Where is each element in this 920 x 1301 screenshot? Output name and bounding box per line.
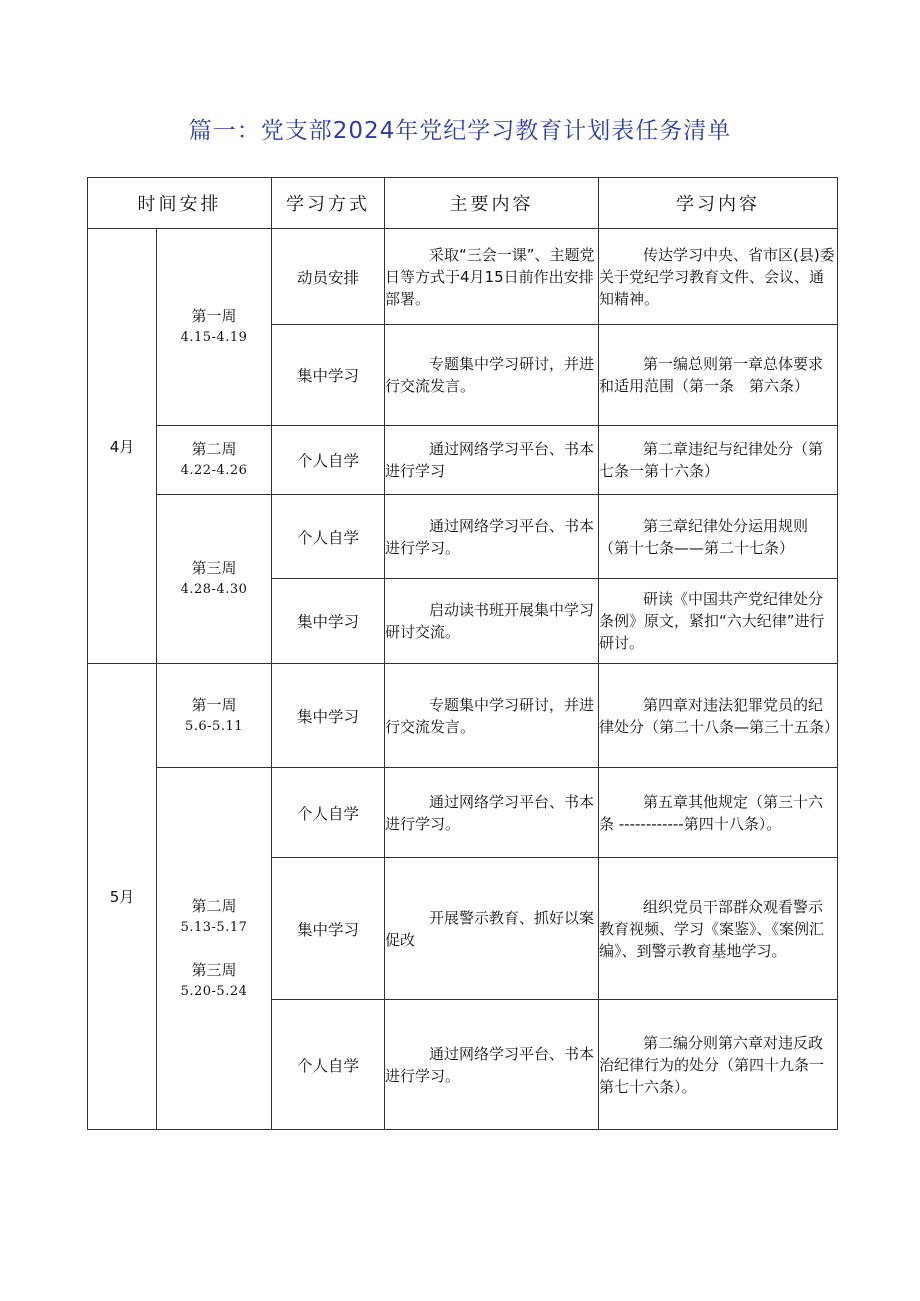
week-may-2-3 (157, 768, 272, 1130)
document-title: 篇一：党支部2024年党纪学习教育计划表任务清单 (188, 118, 732, 144)
week-dates: 4.15-4.19 (180, 330, 248, 345)
table-row (88, 768, 838, 858)
study-content-cell: 第四章对违法犯罪党员的纪律处分（第二十八条—第三十五条） (599, 664, 838, 768)
week-dates: 5.6-5.11 (184, 718, 243, 734)
week-label: 第一周 (191, 695, 237, 714)
main-content-cell: 专题集中学习研讨，并进行交流发言。 (385, 664, 599, 768)
week-apr-3 (157, 495, 272, 664)
table-row (88, 664, 838, 768)
week-dates: 4.28-4.30 (180, 582, 248, 597)
table-row (88, 229, 838, 325)
week-label: 第二周 (191, 440, 237, 458)
month-may: 5月 (88, 664, 157, 1130)
main-content-cell: 启动读书班开展集中学习研讨交流。 (385, 579, 599, 664)
table-row (88, 495, 838, 579)
method-cell: 集中学习 (272, 664, 385, 768)
main-content-cell: 通过网络学习平台、书本进行学习。 (385, 768, 599, 858)
week-label: 第一周 (191, 307, 237, 325)
main-content-cell: 通过网络学习平台、书本进行学习。 (385, 1000, 599, 1130)
main-content-cell: 专题集中学习研讨，并进行交流发言。 (385, 325, 599, 426)
study-content-cell: 第三章纪律处分运用规则（第十七条——第二十七条） (599, 495, 838, 579)
study-content-cell: 第一编总则第一章总体要求和适用范围（第一条 第六条） (599, 325, 838, 426)
study-content-cell: 研读《中国共产党纪律处分条例》原文，紧扣“六大纪律”进行研讨。 (599, 579, 838, 664)
header-main-content: 主要内容 (385, 178, 599, 229)
table-row (88, 426, 838, 495)
week-dates: 5.20-5.24 (180, 983, 248, 999)
method-cell: 动员安排 (272, 229, 385, 325)
week-apr-1 (157, 229, 272, 426)
header-study-content: 学习内容 (599, 178, 838, 229)
week-dates: 5.13-5.17 (180, 919, 248, 935)
main-content-cell: 通过网络学习平台、书本进行学习。 (385, 495, 599, 579)
study-content-cell: 第五章其他规定（第三十六条 ------------第四十八条）。 (599, 768, 838, 858)
method-cell: 集中学习 (272, 858, 385, 1000)
main-content-cell: 通过网络学习平台、书本进行学习 (385, 426, 599, 495)
method-cell: 集中学习 (272, 579, 385, 664)
header-method: 学习方式 (272, 178, 385, 229)
study-plan-table (87, 177, 838, 1130)
method-cell: 集中学习 (272, 325, 385, 426)
study-content-cell: 第二编分则第六章对违反政治纪律行为的处分（第四十九条一第七十六条）。 (599, 1000, 838, 1130)
method-cell: 个人自学 (272, 495, 385, 579)
main-content-cell: 开展警示教育、抓好以案促改 (385, 858, 599, 1000)
main-content-cell: 采取“三会一课”、主题党日等方式于4月15日前作出安排部署。 (385, 229, 599, 325)
week-dates: 4.22-4.26 (180, 463, 248, 478)
header-time: 时间安排 (88, 178, 272, 229)
week-label: 第二周 (191, 896, 237, 915)
method-cell: 个人自学 (272, 768, 385, 858)
method-cell: 个人自学 (272, 1000, 385, 1130)
study-content-cell: 第二章违纪与纪律处分（第七条一第十六条） (599, 426, 838, 495)
table-header-row (88, 178, 838, 229)
week-label: 第三周 (191, 960, 237, 979)
week-may-1 (157, 664, 272, 768)
study-content-cell: 组织党员干部群众观看警示教育视频、学习《案鉴》、《案例汇编》、到警示教育基地学习。 (599, 858, 838, 1000)
month-april: 4月 (88, 229, 157, 664)
study-content-cell: 传达学习中央、省市区(县)委关于党纪学习教育文件、会议、通知精神。 (599, 229, 838, 325)
week-apr-2 (157, 426, 272, 495)
method-cell: 个人自学 (272, 426, 385, 495)
week-label: 第三周 (191, 559, 237, 577)
